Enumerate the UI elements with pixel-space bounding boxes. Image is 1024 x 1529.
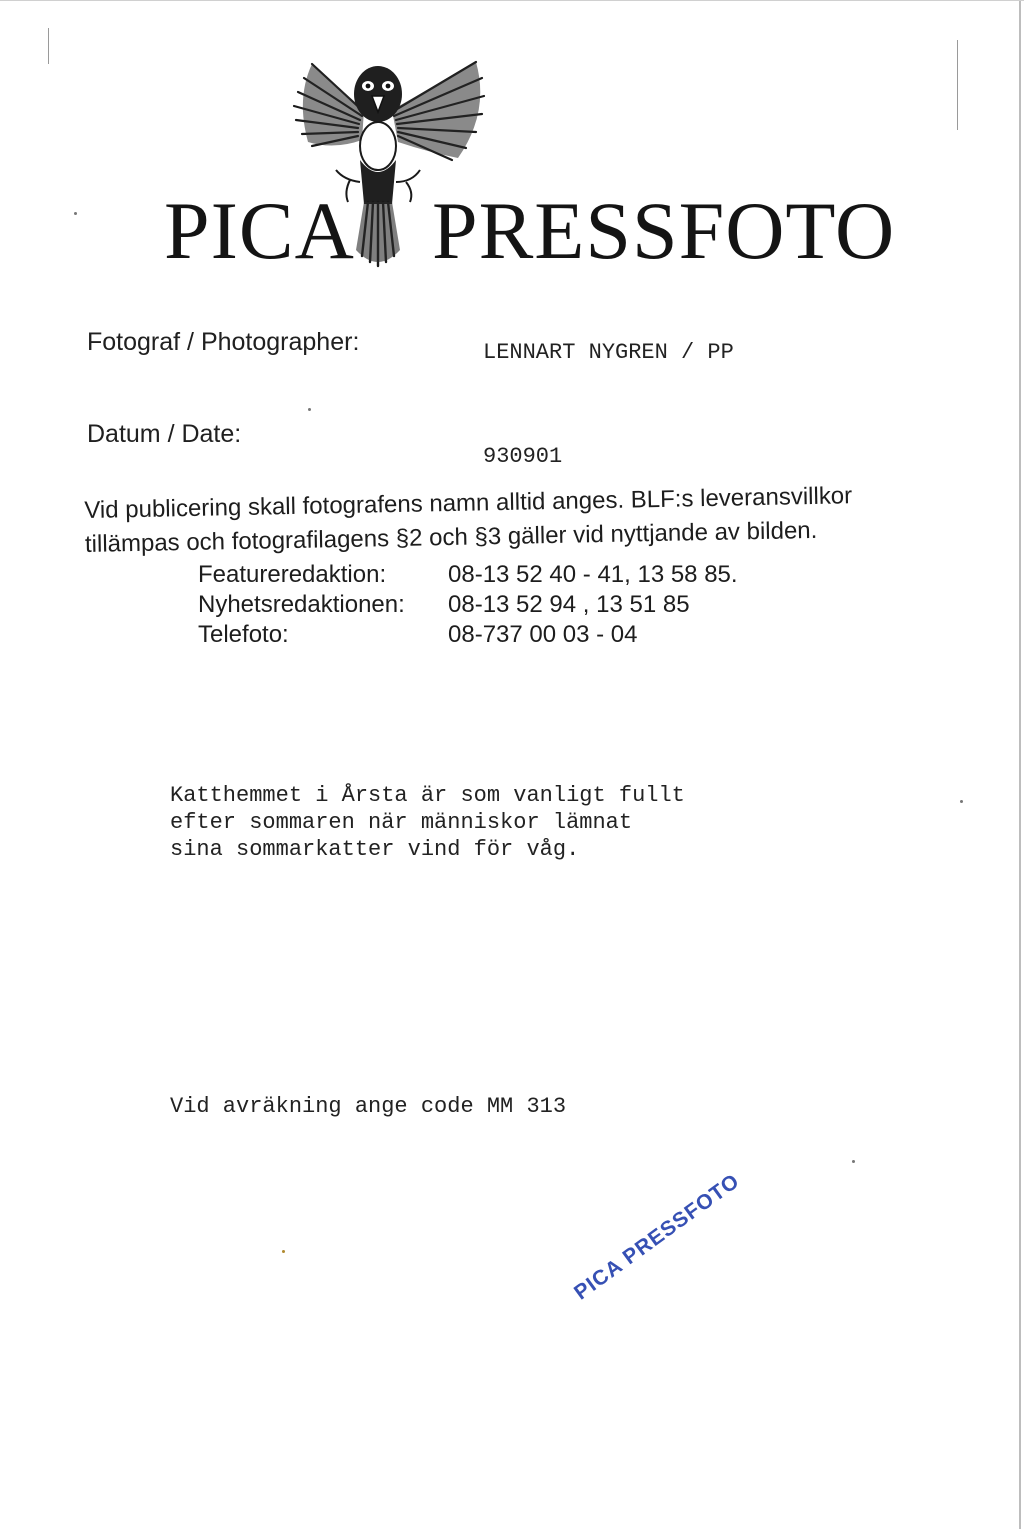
publication-terms — [84, 477, 965, 562]
date-label: Datum / Date: — [87, 420, 242, 448]
paper-speck — [852, 1160, 855, 1163]
pica-pressfoto-stamp: PICA PRESSFOTO — [570, 1169, 745, 1305]
terms-line-2: tillämpas och fotografilagens §2 och §3 gäller vid nyttjande av bilden. — [84, 516, 818, 558]
right-edge-line — [957, 40, 958, 130]
top-border-line — [0, 0, 1024, 1]
paper-speck — [308, 408, 311, 411]
pica-pressfoto-logo — [160, 52, 896, 276]
logo-left-word: PICA — [164, 185, 355, 276]
right-border-line — [1019, 0, 1021, 1529]
contact-label: Nyhetsredaktionen: — [198, 591, 405, 618]
contact-row-news — [198, 590, 738, 620]
billing-code-note: Vid avräkning ange code MM 313 — [170, 1094, 567, 1119]
photo-caption — [170, 782, 685, 863]
paper-speck — [282, 1250, 285, 1253]
contact-label: Featureredaktion: — [198, 561, 387, 588]
caption-line-1: Katthemmet i Årsta är som vanligt fullt — [170, 783, 685, 808]
caption-line-3: sina sommarkatter vind för våg. — [170, 837, 580, 862]
contact-row-telefoto — [198, 620, 738, 650]
contact-number: 08-13 52 94 , 13 51 85 — [448, 591, 690, 618]
paper-speck — [74, 212, 77, 215]
logo-right-word: PRESSFOTO — [432, 185, 896, 276]
terms-line-1: Vid publicering skall fotografens namn alltid anges. BLF:s leveransvillkor — [84, 482, 853, 524]
left-edge-line — [48, 28, 49, 64]
date-value: 930901 — [483, 444, 563, 469]
photographer-value: LENNART NYGREN / PP — [483, 340, 734, 365]
photographer-label: Fotograf / Photographer: — [87, 328, 360, 356]
contact-number: 08-737 00 03 - 04 — [448, 621, 638, 648]
contact-row-feature — [198, 560, 738, 590]
contact-number: 08-13 52 40 - 41, 13 58 85. — [448, 561, 738, 588]
contact-list — [198, 560, 738, 650]
paper-speck — [960, 800, 963, 803]
contact-label: Telefoto: — [198, 621, 289, 648]
caption-line-2: efter sommaren när människor lämnat — [170, 810, 633, 835]
